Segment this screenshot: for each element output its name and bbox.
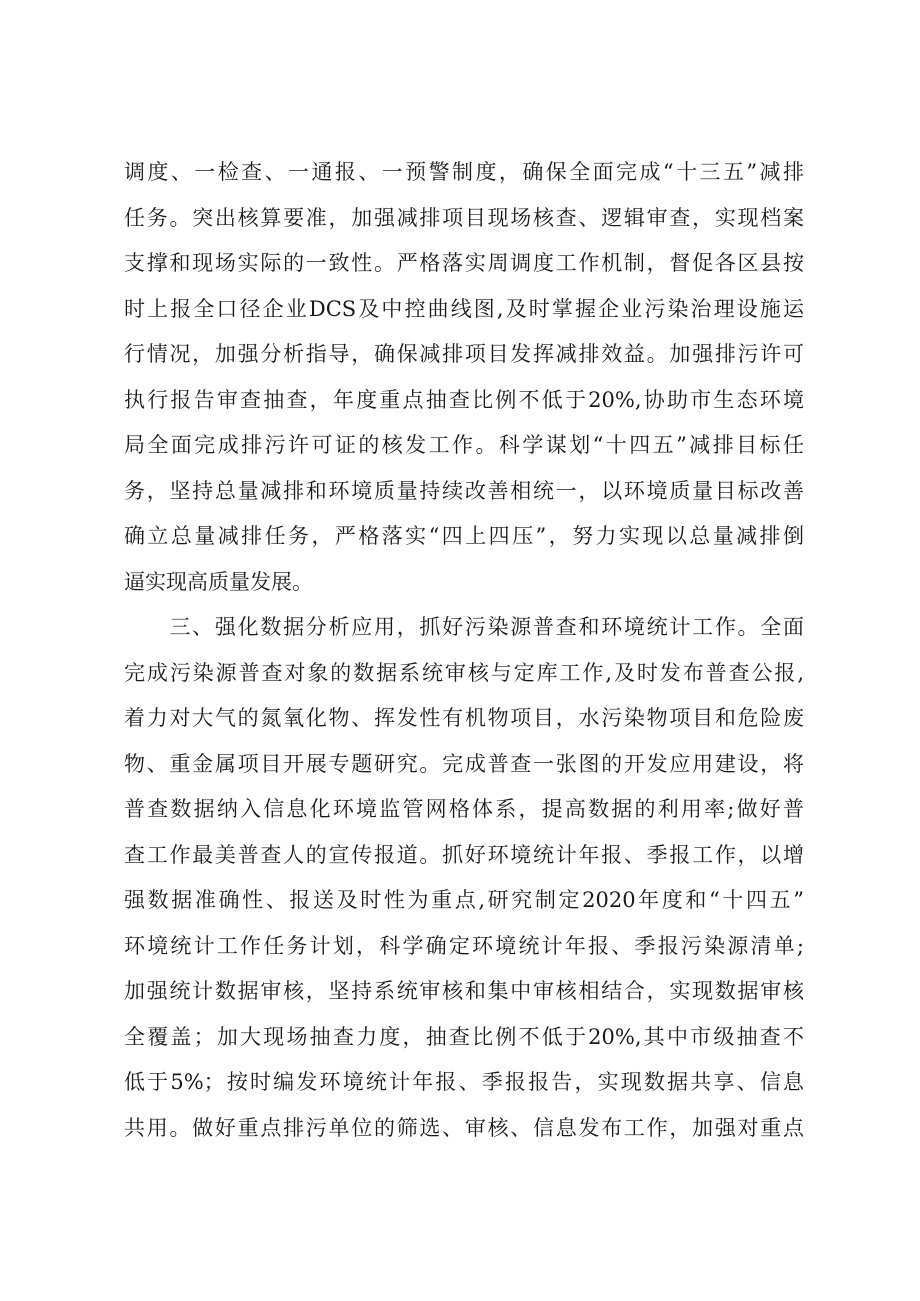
text-line: 任务。突出核算要准，加强减排项目现场核查、逻辑审查，实现档案 [124,205,804,230]
text-line: 时上报全口径企业DCS及中控曲线图,及时掌握企业污染治理设施运 [124,296,804,321]
text-line: 局全面完成排污许可证的核发工作。科学谋划“十四五”减排目标任 [124,433,804,457]
text-line: 低于5%；按时编发环境统计年报、季报报告，实现数据共享、信息 [124,1070,804,1094]
text-line: 着力对大气的氮氧化物、挥发性有机物项目，水污染物项目和危险废 [124,706,804,730]
text-line: 普查数据纳入信息化环境监管网格体系，提高数据的利用率;做好普 [124,797,804,821]
text-line: 查工作最美普查人的宣传报道。抓好环境统计年报、季报工作，以增 [124,842,804,867]
text-line: 环境统计工作任务计划，科学确定环境统计年报、季报污染源清单; [124,933,804,958]
text-line: 确立总量减排任务，严格落实“四上四压”，努力实现以总量减排倒 [124,524,804,548]
paragraph-emission-reduction [124,150,804,605]
text-line: 共用。做好重点排污单位的筛选、审核、信息发布工作，加强对重点 [124,1115,804,1140]
text-line: 调度、一检查、一通报、一预警制度，确保全面完成“十三五”减排 [124,160,804,184]
text-line: 强数据准确性、报送及时性为重点,研究制定2020年度和“十四五” [124,888,804,912]
text-line: 支撑和现场实际的一致性。严格落实周调度工作机制，督促各区县按 [124,251,804,275]
paragraph-pollution-census [124,605,804,1151]
text-line: 完成污染源普查对象的数据系统审核与定库工作,及时发布普查公报, [124,660,804,685]
text-line: 行情况，加强分析指导，确保减排项目发挥减排效益。加强排污许可 [124,342,804,366]
document-body [124,150,804,1151]
text-line: 务，坚持总量减排和环境质量持续改善相统一，以环境质量目标改善 [124,478,804,503]
text-line: 加强统计数据审核，坚持系统审核和集中审核相结合，实现数据审核 [124,979,804,1003]
text-line: 物、重金属项目开展专题研究。完成普查一张图的开发应用建设，将 [124,751,804,776]
section-heading-line: 三、强化数据分析应用，抓好污染源普查和环境统计工作。全面 [124,615,804,639]
text-line: 执行报告审查抽查，年度重点抽查比例不低于20%,协助市生态环境 [124,387,804,412]
text-line: 全覆盖；加大现场抽查力度，抽查比例不低于20%,其中市级抽查不 [124,1024,804,1049]
text-line: 逼实现高质量发展。 [124,569,313,594]
